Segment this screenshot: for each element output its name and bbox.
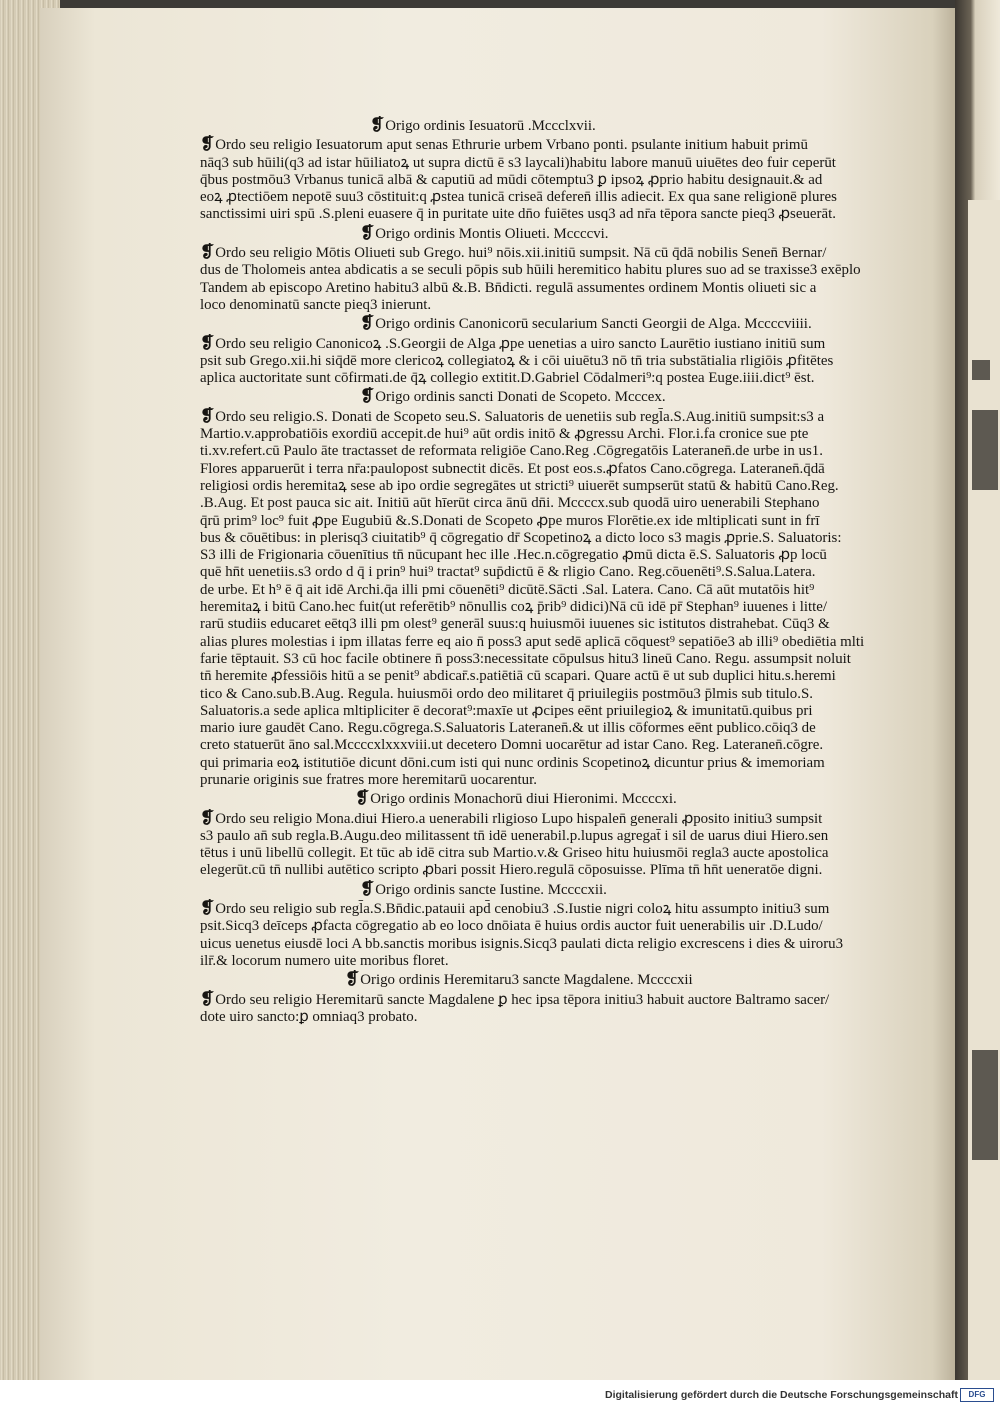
footer-bar	[0, 1380, 1000, 1407]
text-line	[200, 135, 925, 154]
line-text: s3 paulo an̄ sub regl̄a.B.Augu.deo militassent tn̄ idē uenerabil.p.lupus agregat̄ i sil de uarus diui Hiero.sen	[200, 827, 829, 844]
line-text: Martio.v.approbatiōis exordiū accepit.de hui⁹ aūt ordis initō & ꝓgressu Archi. Flor.i.fa cronice sue pte	[200, 426, 809, 443]
text-line	[200, 686, 925, 703]
text-line	[200, 262, 925, 279]
line-text: de urbe. Et h⁹ ē q̄ ait idē Archi.q̄a illi pmi cōuenēti⁹ dicūtē.Sācti .Sal. Latera. Cano. Cā aūt mutatōis hit⁹	[200, 581, 815, 598]
pilcrow-icon: ❡	[200, 243, 215, 262]
line-text: Saluatoris.a sede aplica mltipliciter ē decorat⁹:maxīe ut ꝓcipes eēnt priuilegioꝝ & imunitatū.quibus pri	[200, 702, 813, 719]
text-line	[200, 172, 925, 189]
pilcrow-icon: ❡	[370, 116, 385, 134]
text-line	[200, 513, 925, 530]
pilcrow-icon: ❡	[200, 989, 215, 1008]
line-text: Tandem ab episcopo Aretino habitu3 albū &.B. Bn̄dicti. regulā assumentes ordinem Montis oliueti sic a	[200, 279, 817, 296]
line-text: q̄rū prim⁹ loc⁹ fuit ꝓpe Eugubiū &.S.Donati de Scopeto ꝓpe muros Florētie.ex ide mltiplicati sunt in frī	[200, 512, 820, 529]
text-line	[200, 899, 925, 918]
line-text: rarū studiis educaret eētq3 illi pm olest⁹ generāl suus:q huiusmōi iuuenes sic istitutos distrahebat. Cūq3 &	[200, 616, 830, 633]
line-text: Ordo seu religio Iesuatorum aput senas Ethrurie urbem Vrbano ponti. psulante initium habuit primū	[215, 137, 808, 154]
pilcrow-icon: ❡	[360, 879, 375, 898]
pilcrow-icon: ❡	[360, 314, 375, 333]
section-heading	[200, 116, 925, 135]
line-text: Ordo seu religio sub regl̄a.S.Bn̄dic.patauii apd̄ cenobiu3 .S.Iustie nigri coloꝝ hitu assumpto initiu3 sum	[215, 901, 830, 918]
text-line	[200, 243, 925, 262]
line-text: sanctissimi uiri spū .S.pleni euasere q̄ in puritate uite dn̄o fuiētes usq3 ad nr̄a tēpora sancte pieq3 ꝓseuerāt.	[200, 206, 836, 223]
text-line	[200, 862, 925, 879]
pilcrow-icon: ❡	[345, 970, 360, 989]
line-text: loco denominatū sancte pieq3 inierunt.	[200, 296, 432, 313]
text-line	[200, 651, 925, 668]
text-line	[200, 668, 925, 685]
section-heading	[200, 970, 925, 989]
line-text: tico & Cano.sub.B.Aug. Regula. huiusmōi ordo deo militaret q̄ priuilegiis postmōu3 p̄lmis sub titulo.S.	[200, 685, 813, 702]
line-text: quē hn̄t uenetiis.s3 ordo d̄ q̄ i prin⁹ hui⁹ tractat⁹ sup̄dictū ē & rligio Cano. Reg.cōuenēti⁹.S.Salua.Latera.	[200, 564, 816, 581]
text-line	[200, 737, 925, 754]
line-text: aplica auctoritate sunt cōfirmati.de q̄ꝝ collegio extitit.D.Gabriel Cōdalmeri⁹:q postea Euge.iiii.dict⁹ ēst.	[200, 370, 815, 387]
text-line	[200, 297, 925, 314]
line-text: Ordo seu religio Mona.diui Hiero.a uenerabili rligioso Lupo hispalen̄ generali ꝓposito initiu3 sumpsit	[215, 810, 823, 827]
line-text: nāq3 sub hūili(q3 ad istar hūiliatoꝝ ut supra dictū ē s3 laycali)habitu labore manuū uiuētes deo fuir ceperūt	[200, 154, 836, 171]
text-line	[200, 755, 925, 772]
section-heading	[200, 224, 925, 243]
line-text: eoꝝ ꝓtectiōem nepotē suu3 cōstituit:q ꝓstea tunicā criseā deferen̄ illis adiecit. Ex qua sane religionē plures	[200, 189, 837, 206]
line-text: Ordo seu religio Canonicoꝝ .S.Georgii de Alga ꝓpe uenetias a uiro sancto Laurētio iustiano initiū sum	[215, 335, 826, 352]
text-line	[200, 530, 925, 547]
text-line	[200, 461, 925, 478]
text-line	[200, 582, 925, 599]
line-text: psit.Sicq3 deīceps ꝓfacta cōgregatio ab eo loco dnōiata ē huius ordis auctor fuit uenerabilis uir .D.Ludo/	[200, 918, 823, 935]
text-block	[200, 116, 925, 1026]
pilcrow-icon: ❡	[360, 223, 375, 242]
line-text: Origo ordinis sancti Donati de Scopeto. Mcccex.	[375, 389, 666, 406]
text-line	[200, 353, 925, 370]
text-line	[200, 918, 925, 935]
text-line	[200, 547, 925, 564]
pilcrow-icon: ❡	[355, 789, 370, 808]
text-line	[200, 990, 925, 1009]
text-line	[200, 189, 925, 206]
dfg-logo: DFG	[960, 1388, 994, 1402]
pilcrow-icon: ❡	[200, 135, 215, 154]
line-text: qui primaria eoꝝ istitutiōe dicunt dōni.cum isti qui nunc ordinis Scopetinoꝝ dicuntur prius & imemoriam	[200, 754, 825, 771]
text-line	[200, 772, 925, 789]
line-text: alias plures molestias i ipm illatas ferre eq aio n̄ poss3 aput sedē aplicā cōquest⁹ sepatiōe3 ab illi⁹ obediētia mlti	[200, 633, 865, 650]
text-line	[200, 564, 925, 581]
section-heading	[200, 314, 925, 333]
facing-page-ornament	[972, 360, 990, 380]
text-line	[200, 155, 925, 172]
line-text: Origo ordinis Monachorū diui Hieronimi. Mccccxi.	[370, 791, 677, 808]
line-text: uicus uenetus eiusdē loci A bb.sanctis moribus isignis.Sicq3 paulati dicta religio excrescens i dies & uiroru3	[200, 935, 844, 952]
pilcrow-icon: ❡	[200, 899, 215, 918]
text-line	[200, 634, 925, 651]
text-line	[200, 280, 925, 297]
text-line	[200, 599, 925, 616]
line-text: Flores apparuerūt i terra nr̄a:paulopost subnectit dicēs. Et post eos.s.ꝓfatos Cano.cōgrega. Lateranen̄.q̄dā	[200, 460, 825, 477]
line-text: mario iure gaudēt Cano. Regu.cōgrega.S.Saluatoris Lateranen̄.& ut illis cōformes eēnt publico.cōiq3 de	[200, 720, 816, 737]
line-text: dus de Tholomeis antea abdicatis a se seculi pōpis sub hūili heremitico habitu plures suo ad se traxisse3 exēplo	[200, 262, 861, 279]
section-heading	[200, 387, 925, 406]
pilcrow-icon: ❡	[360, 387, 375, 406]
line-text: Ordo seu religio Heremitarū sancte Magdalene ꝑ hec ipsa tēpora initiu3 habuit auctore Baltramo sacer/	[215, 991, 830, 1008]
line-text: tētus i unū libellū collegit. Et tūc ab idē citra sub Martio.v.& Griseo hitu huiusmōi regla3 aucte apostolica	[200, 845, 829, 862]
pilcrow-icon: ❡	[200, 333, 215, 352]
text-line	[200, 370, 925, 387]
text-line	[200, 426, 925, 443]
text-line	[200, 720, 925, 737]
pilcrow-icon: ❡	[200, 406, 215, 425]
line-text: Origo ordinis sancte Iustine. Mccccxii.	[375, 881, 607, 898]
facing-page-ornament	[972, 410, 998, 490]
text-line	[200, 953, 925, 970]
text-line	[200, 334, 925, 353]
text-line	[200, 478, 925, 495]
line-text: q̄bus postmōu3 Vrbanus tunicā albā & caputiū ad mūdi cōtemptu3 ꝑ ipsoꝝ ꝓprio habitu designauit.& ad	[200, 171, 823, 188]
text-line	[200, 1009, 925, 1026]
line-text: elegerūt.cū tn̄ nullibi autētico scripto ꝓbari possit Hiero.regulā cōposuisse. Plīma tn̄ hn̄t ueneratōe digni.	[200, 862, 823, 879]
line-text: psit sub Grego.xii.hi siq̄dē more clericoꝝ collegiatoꝝ & i cōi uiuētu3 nō tn̄ tria substātialia rligiōis ꝓfitētes	[200, 352, 834, 369]
line-text: Origo ordinis Montis Oliueti. Mccccvi.	[375, 225, 609, 242]
text-line	[200, 936, 925, 953]
line-text: bus & cōuētibus: in plerisq3 ciuitatib⁹ q̄ cōgregatio dr̄ Scopetinoꝝ a dicto loco s3 magis ꝓprie.S. Saluatoris:	[200, 529, 842, 546]
line-text: ilr̄.& locorum numero uite moribus floret.	[200, 952, 449, 969]
line-text: creto statuerūt āno sal̄.Mccccxlxxxviii.ut decetero Domni uocarētur ad istar Cano. Reg. Lateranen̄.cōgre.	[200, 737, 824, 754]
line-text: ti.xv.refert.cū Paulo āte tractasset de reformata religiōe Cano.Reg .Cōgregatōis Lateranen̄.de urbe in us1.	[200, 443, 823, 460]
line-text: Origo ordinis Canonicorū secularium Sancti Georgii de Alga. Mccccviiii.	[375, 316, 812, 333]
line-text: Origo ordinis Heremitaru3 sancte Magdalene. Mccccxii	[360, 972, 693, 989]
line-text: Ordo seu religio.S. Donati de Scopeto seu.S. Saluatoris de uenetiis sub regl̄a.S.Aug.initiū sumpsit:s3 a	[215, 408, 825, 425]
footer-credit: Digitalisierung gefördert durch die Deutsche Forschungsgemeinschaft	[605, 1389, 958, 1401]
line-text: farie tēptauit. S3 cū hoc facile obtinere n̄ poss3:necessitate cōpulsus hitu3 lineū Cano. Regu. assumpsit noluit	[200, 650, 851, 667]
line-text: .B.Aug. Et post pauca sic ait. Initiū aūt hīerūt circa ānū dn̄i. Mccccx.sub quodā uiro uenerabili Stephano	[200, 495, 820, 512]
text-line	[200, 616, 925, 633]
section-heading	[200, 789, 925, 808]
text-line	[200, 407, 925, 426]
line-text: heremitaꝝ i bitū Cano.hec fuit(ut referētib⁹ nōnullis coꝝ p̄rib⁹ didici)Nā cū idē pr̄ Stephan⁹ iuuenes i litte/	[200, 599, 828, 616]
line-text: prunarie originis sue fratres more heremitarū uocarentur.	[200, 771, 537, 788]
text-line	[200, 845, 925, 862]
line-text: Origo ordinis Iesuatorū .Mccclxvii.	[385, 118, 596, 134]
text-line	[200, 703, 925, 720]
text-line	[200, 495, 925, 512]
line-text: Ordo seu religio Mōtis Oliueti sub Grego. hui⁹ nōis.xii.initiū sumpsit. Nā cū q̄dā nobilis Senen̄ Bernar/	[215, 245, 827, 262]
line-text: S3 illi de Frigionaria cōuenītius tn̄ nūcupant hec ille .Hec.n.cōgregatio ꝓmū dicta ē.S. Saluatoris ꝓp locū	[200, 547, 827, 564]
text-line	[200, 828, 925, 845]
text-line	[200, 443, 925, 460]
line-text: religiosi ordis heremitaꝝ sese ab ipo ordie segregātes ut stricti⁹ uiuerēt sumpserūt statū & habitū Cano.Reg.	[200, 477, 839, 494]
line-text: tn̄ heremite ꝓfessiōis hitū a se penit⁹ abdicar̄.s.patiētiā cū scapari. Quare actū ē ut sub duplici hitu.s.heremi	[200, 668, 836, 685]
text-line	[200, 206, 925, 223]
facing-page-ornament	[972, 1050, 998, 1160]
text-line	[200, 809, 925, 828]
pilcrow-icon: ❡	[200, 808, 215, 827]
line-text: dote uiro sancto:ꝑ omniaq3 probato.	[200, 1008, 418, 1025]
section-heading	[200, 880, 925, 899]
